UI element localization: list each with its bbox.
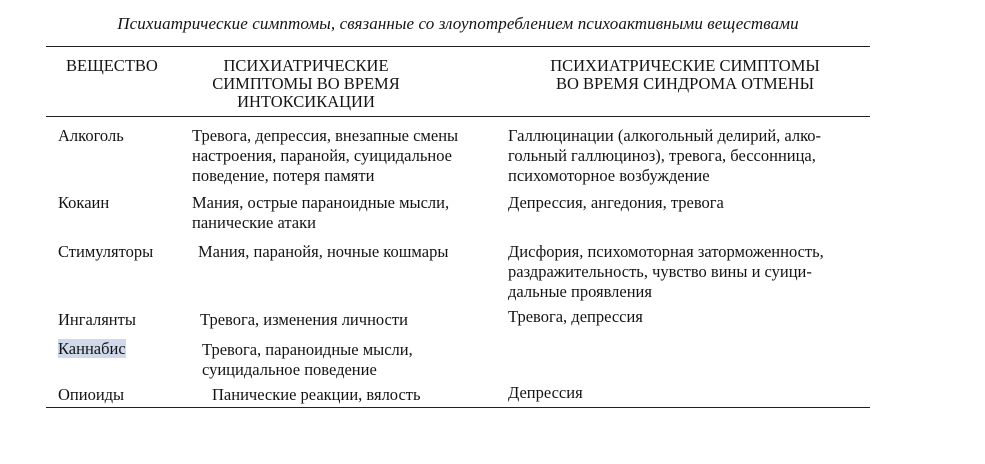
row-substance-inhalants: Ингалянты (58, 310, 136, 329)
row-intoxication-opioids: Панические реакции, вялость (212, 385, 421, 404)
bottom-rule (46, 407, 870, 408)
row-substance-stimulants: Стимуляторы (58, 242, 154, 261)
row-withdrawal-inhalants: Тревога, депрессия (508, 307, 643, 326)
table-caption: Психиатрические симптомы, связанные со злоупотреблением психоактивными веществами (117, 14, 799, 33)
selected-text-highlight[interactable]: Каннабис (58, 339, 126, 358)
row-intoxication-alcohol: Тревога, депрессия, внезапные смены настроения, паранойя, суицидальное поведение, потеря памяти (192, 126, 459, 185)
row-substance-cocaine: Кокаин (58, 193, 110, 212)
top-rule (46, 46, 870, 47)
header-intoxication: ПСИХИАТРИЧЕСКИЕ СИМПТОМЫ ВО ВРЕМЯ ИНТОКСИКАЦИИ (212, 56, 400, 111)
header-rule (46, 116, 870, 117)
row-intoxication-inhalants: Тревога, изменения личности (200, 310, 408, 329)
row-withdrawal-stimulants: Дисфория, психомоторная заторможенность, раздражительность, чувство вины и суици- дальные проявления (508, 242, 824, 301)
header-withdrawal: ПСИХИАТРИЧЕСКИЕ СИМПТОМЫ ВО ВРЕМЯ СИНДРОМА ОТМЕНЫ (550, 56, 820, 93)
row-intoxication-stimulants: Мания, паранойя, ночные кошмары (198, 242, 449, 261)
row-substance-opioids: Опиоиды (58, 385, 125, 404)
row-substance-alcohol: Алкоголь (58, 126, 124, 145)
row-intoxication-cocaine: Мания, острые параноидные мысли, панические атаки (192, 193, 450, 232)
row-substance-cannabis (58, 339, 126, 359)
row-withdrawal-cocaine: Депрессия, ангедония, тревога (508, 193, 724, 212)
row-withdrawal-opioids: Депрессия (508, 383, 583, 402)
row-withdrawal-alcohol: Галлюцинации (алкогольный делирий, алко- гольный галлюциноз), тревога, бессонница, психомоторное возбуждение (508, 126, 822, 185)
header-substance: ВЕЩЕСТВО (66, 56, 158, 75)
row-intoxication-cannabis: Тревога, параноидные мысли, суицидальное поведение (202, 340, 413, 379)
